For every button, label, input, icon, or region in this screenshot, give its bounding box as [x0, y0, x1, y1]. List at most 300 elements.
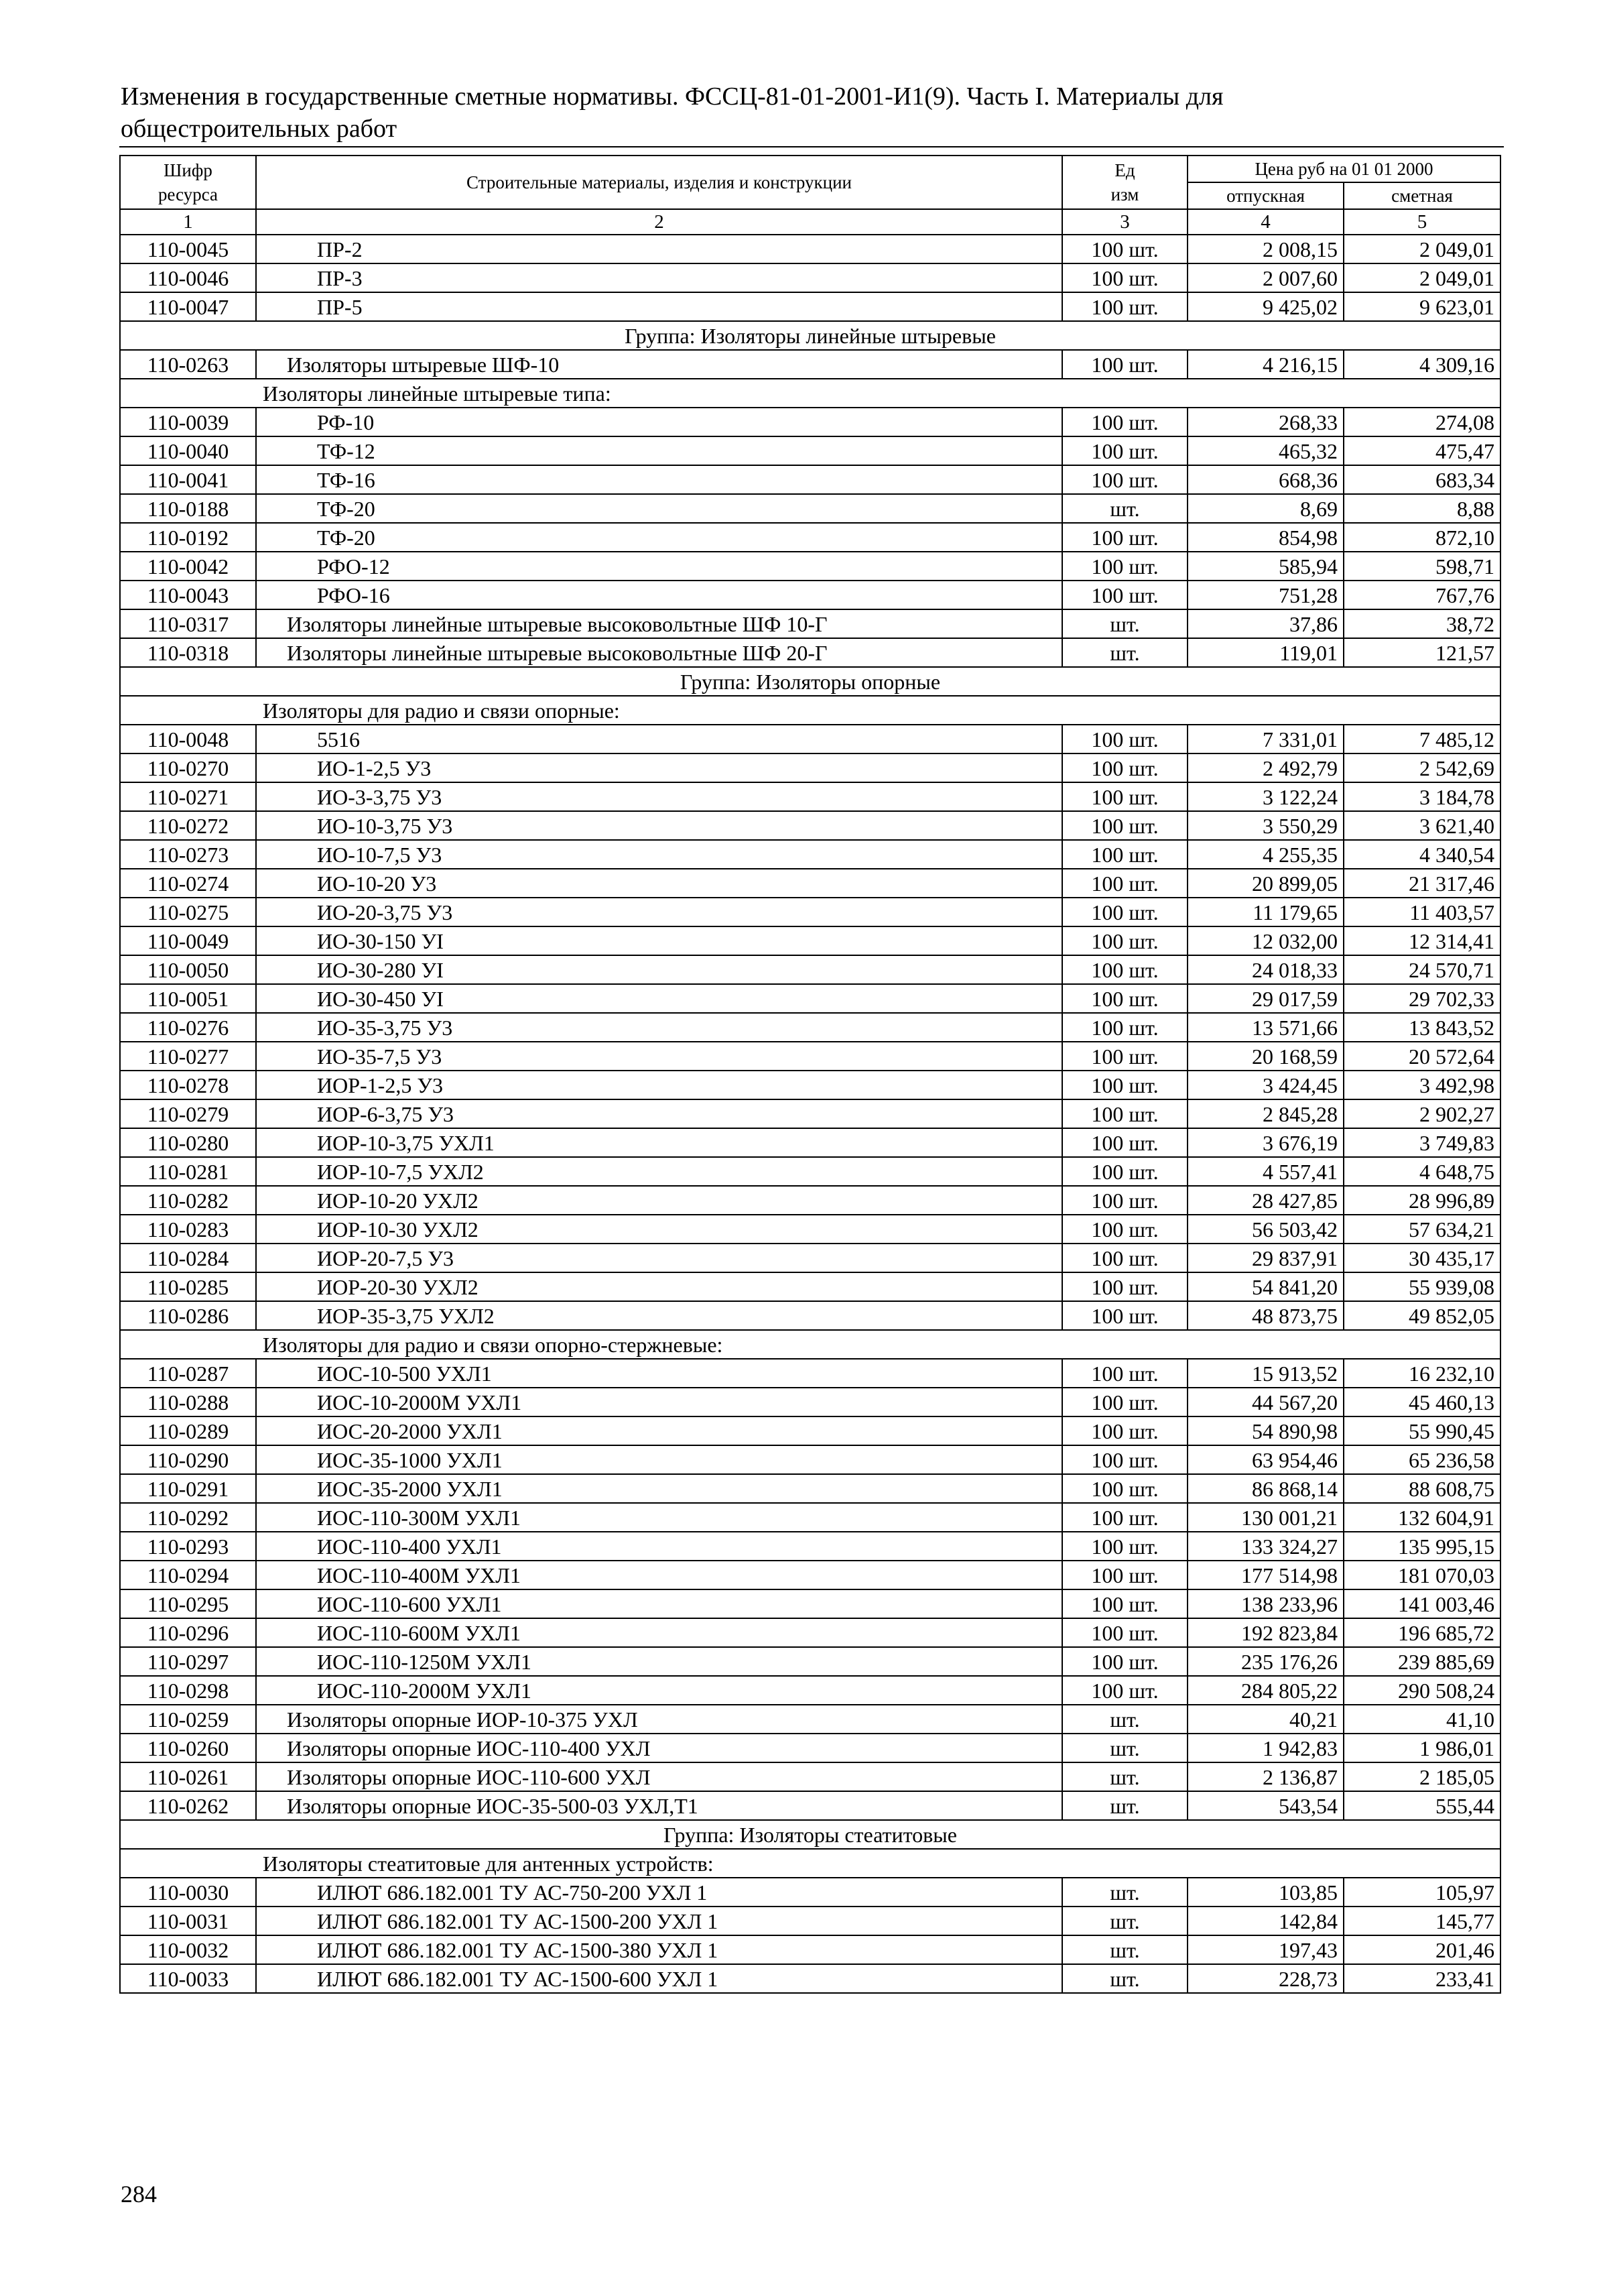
unit-cell: 100 шт. — [1062, 1474, 1188, 1503]
table-row — [120, 1618, 1500, 1647]
material-name-cell: 5516 — [256, 725, 1062, 753]
release-price-cell: 3 122,24 — [1188, 782, 1344, 811]
resource-code-cell: 110-0317 — [120, 609, 256, 638]
material-name-cell: ИО-30-280 УI — [256, 955, 1062, 984]
resource-code-cell: 110-0048 — [120, 725, 256, 753]
material-name-cell: ПР-3 — [256, 263, 1062, 292]
estimate-price-cell: 11 403,57 — [1344, 898, 1500, 926]
estimate-price-cell: 683,34 — [1344, 465, 1500, 494]
table-row — [120, 811, 1500, 840]
material-name-cell: ИОР-20-7,5 У3 — [256, 1244, 1062, 1272]
table-row — [120, 1388, 1500, 1416]
table-row — [120, 1244, 1500, 1272]
unit-cell: 100 шт. — [1062, 753, 1188, 782]
resource-code-cell: 110-0271 — [120, 782, 256, 811]
group-heading-row — [120, 321, 1500, 350]
unit-cell: 100 шт. — [1062, 898, 1188, 926]
material-name-cell: ИО-30-150 УI — [256, 926, 1062, 955]
table-row — [120, 1445, 1500, 1474]
table-row — [120, 869, 1500, 898]
resource-code-cell: 110-0285 — [120, 1272, 256, 1301]
release-price-cell: 29 837,91 — [1188, 1244, 1344, 1272]
material-name-cell: ИОС-110-400М УХЛ1 — [256, 1561, 1062, 1589]
unit-cell: 100 шт. — [1062, 1561, 1188, 1589]
material-name-cell: ИЛЮТ 686.182.001 ТУ АС-1500-600 УХЛ 1 — [256, 1964, 1062, 1993]
unit-cell: 100 шт. — [1062, 1099, 1188, 1128]
unit-cell: 100 шт. — [1062, 725, 1188, 753]
estimate-price-cell: 9 623,01 — [1344, 292, 1500, 321]
table-row — [120, 926, 1500, 955]
unit-cell: шт. — [1062, 494, 1188, 523]
unit-cell: шт. — [1062, 1935, 1188, 1964]
release-price-cell: 1 942,83 — [1188, 1734, 1344, 1762]
resource-code-cell: 110-0279 — [120, 1099, 256, 1128]
estimate-price-cell: 2 542,69 — [1344, 753, 1500, 782]
unit-cell: 100 шт. — [1062, 869, 1188, 898]
estimate-price-cell: 30 435,17 — [1344, 1244, 1500, 1272]
release-price-cell: 20 168,59 — [1188, 1042, 1344, 1071]
table-row — [120, 1589, 1500, 1618]
resource-code-cell: 110-0276 — [120, 1013, 256, 1042]
resource-code-cell: 110-0291 — [120, 1474, 256, 1503]
unit-cell: 100 шт. — [1062, 1186, 1188, 1215]
subgroup-heading: Изоляторы для радио и связи опорные: — [120, 696, 1500, 725]
column-header-name: Строительные материалы, изделия и конструкции — [256, 156, 1062, 209]
material-name-cell: ИЛЮТ 686.182.001 ТУ АС-1500-200 УХЛ 1 — [256, 1907, 1062, 1935]
group-heading: Группа: Изоляторы линейные штыревые — [120, 321, 1500, 350]
release-price-cell: 2 007,60 — [1188, 263, 1344, 292]
material-name-cell: ТФ-20 — [256, 523, 1062, 552]
release-price-cell: 20 899,05 — [1188, 869, 1344, 898]
material-name-cell: ИО-35-3,75 У3 — [256, 1013, 1062, 1042]
header-line-1: Изменения в государственные сметные нормативы. ФССЦ-81-01-2001-И1(9). Часть I. Материалы для — [121, 82, 1224, 111]
unit-cell: 100 шт. — [1062, 1416, 1188, 1445]
material-name-cell: Изоляторы опорные ИОС-35-500-03 УХЛ,Т1 — [256, 1791, 1062, 1820]
unit-cell: 100 шт. — [1062, 581, 1188, 609]
table-row — [120, 1561, 1500, 1589]
material-name-cell: ИОС-35-1000 УХЛ1 — [256, 1445, 1062, 1474]
unit-cell: 100 шт. — [1062, 1215, 1188, 1244]
table-row — [120, 1301, 1500, 1330]
resource-code-cell: 110-0292 — [120, 1503, 256, 1532]
material-name-cell: РФО-16 — [256, 581, 1062, 609]
estimate-price-cell: 121,57 — [1344, 638, 1500, 667]
resource-code-cell: 110-0049 — [120, 926, 256, 955]
table-row — [120, 1791, 1500, 1820]
unit-cell: 100 шт. — [1062, 1532, 1188, 1561]
release-price-cell: 7 331,01 — [1188, 725, 1344, 753]
table-row — [120, 436, 1500, 465]
subgroup-heading: Изоляторы стеатитовые для антенных устройств: — [120, 1849, 1500, 1878]
resource-code-cell: 110-0033 — [120, 1964, 256, 1993]
column-header-code — [120, 156, 256, 209]
estimate-price-cell: 1 986,01 — [1344, 1734, 1500, 1762]
material-name-cell: ИОР-1-2,5 У3 — [256, 1071, 1062, 1099]
resource-code-cell: 110-0290 — [120, 1445, 256, 1474]
table-body — [120, 235, 1500, 1993]
estimate-price-cell: 4 648,75 — [1344, 1157, 1500, 1186]
resource-code-cell: 110-0272 — [120, 811, 256, 840]
release-price-cell: 2 492,79 — [1188, 753, 1344, 782]
release-price-cell: 668,36 — [1188, 465, 1344, 494]
estimate-price-cell: 55 990,45 — [1344, 1416, 1500, 1445]
material-name-cell: ИОР-35-3,75 УХЛ2 — [256, 1301, 1062, 1330]
estimate-price-cell: 132 604,91 — [1344, 1503, 1500, 1532]
column-number: 2 — [256, 209, 1062, 235]
material-name-cell: Изоляторы линейные штыревые высоковольтные ШФ 10-Г — [256, 609, 1062, 638]
unit-cell: 100 шт. — [1062, 1618, 1188, 1647]
unit-cell: шт. — [1062, 1762, 1188, 1791]
estimate-price-cell: 555,44 — [1344, 1791, 1500, 1820]
resource-code-cell: 110-0280 — [120, 1128, 256, 1157]
release-price-cell: 40,21 — [1188, 1705, 1344, 1734]
estimate-price-cell: 55 939,08 — [1344, 1272, 1500, 1301]
subgroup-heading-row — [120, 696, 1500, 725]
estimate-price-cell: 12 314,41 — [1344, 926, 1500, 955]
estimate-price-cell: 88 608,75 — [1344, 1474, 1500, 1503]
table-row — [120, 552, 1500, 581]
release-price-cell: 235 176,26 — [1188, 1647, 1344, 1676]
estimate-price-cell: 20 572,64 — [1344, 1042, 1500, 1071]
resource-code-cell: 110-0040 — [120, 436, 256, 465]
material-name-cell: ТФ-16 — [256, 465, 1062, 494]
table-row — [120, 1907, 1500, 1935]
resource-code-cell: 110-0283 — [120, 1215, 256, 1244]
estimate-price-cell: 872,10 — [1344, 523, 1500, 552]
resource-code-cell: 110-0041 — [120, 465, 256, 494]
release-price-cell: 177 514,98 — [1188, 1561, 1344, 1589]
material-name-cell: ИОС-110-300М УХЛ1 — [256, 1503, 1062, 1532]
release-price-cell: 15 913,52 — [1188, 1359, 1344, 1388]
material-name-cell: ТФ-20 — [256, 494, 1062, 523]
table-row — [120, 1359, 1500, 1388]
material-name-cell: Изоляторы линейные штыревые высоковольтные ШФ 20-Г — [256, 638, 1062, 667]
release-price-cell: 2 136,87 — [1188, 1762, 1344, 1791]
unit-cell: 100 шт. — [1062, 955, 1188, 984]
table-row — [120, 523, 1500, 552]
unit-cell: 100 шт. — [1062, 840, 1188, 869]
resource-code-cell: 110-0051 — [120, 984, 256, 1013]
table-row — [120, 581, 1500, 609]
column-header-price: Цена руб на 01 01 2000 — [1188, 156, 1500, 182]
resource-code-cell: 110-0050 — [120, 955, 256, 984]
estimate-price-cell: 145,77 — [1344, 1907, 1500, 1935]
material-name-cell: ИО-10-20 У3 — [256, 869, 1062, 898]
release-price-cell: 130 001,21 — [1188, 1503, 1344, 1532]
estimate-price-cell: 8,88 — [1344, 494, 1500, 523]
unit-cell: шт. — [1062, 1734, 1188, 1762]
resource-code-cell: 110-0031 — [120, 1907, 256, 1935]
unit-cell: 100 шт. — [1062, 408, 1188, 436]
estimate-price-cell: 105,97 — [1344, 1878, 1500, 1907]
release-price-cell: 751,28 — [1188, 581, 1344, 609]
material-name-cell: РФО-12 — [256, 552, 1062, 581]
material-name-cell: Изоляторы опорные ИОС-110-600 УХЛ — [256, 1762, 1062, 1791]
column-header-release: отпускная — [1188, 182, 1344, 209]
column-header-code-line1: Шифр — [164, 160, 212, 180]
unit-cell: шт. — [1062, 638, 1188, 667]
release-price-cell: 3 550,29 — [1188, 811, 1344, 840]
material-name-cell: ПР-5 — [256, 292, 1062, 321]
unit-cell: 100 шт. — [1062, 1647, 1188, 1676]
resource-code-cell: 110-0262 — [120, 1791, 256, 1820]
release-price-cell: 2 845,28 — [1188, 1099, 1344, 1128]
table-row — [120, 898, 1500, 926]
table-row — [120, 1647, 1500, 1676]
release-price-cell: 12 032,00 — [1188, 926, 1344, 955]
estimate-price-cell: 57 634,21 — [1344, 1215, 1500, 1244]
material-name-cell: ИО-30-450 УI — [256, 984, 1062, 1013]
material-name-cell: ИО-20-3,75 У3 — [256, 898, 1062, 926]
resource-code-cell: 110-0282 — [120, 1186, 256, 1215]
resource-code-cell: 110-0296 — [120, 1618, 256, 1647]
resource-code-cell: 110-0259 — [120, 1705, 256, 1734]
release-price-cell: 465,32 — [1188, 436, 1344, 465]
table-row — [120, 1532, 1500, 1561]
material-name-cell: ИО-10-3,75 У3 — [256, 811, 1062, 840]
column-number-row — [120, 209, 1500, 235]
estimate-price-cell: 21 317,46 — [1344, 869, 1500, 898]
column-header-estimate: сметная — [1344, 182, 1500, 209]
resource-code-cell: 110-0295 — [120, 1589, 256, 1618]
resource-code-cell: 110-0045 — [120, 235, 256, 263]
unit-cell: шт. — [1062, 1907, 1188, 1935]
material-name-cell: РФ-10 — [256, 408, 1062, 436]
unit-cell: 100 шт. — [1062, 1244, 1188, 1272]
table-row — [120, 1503, 1500, 1532]
table-row — [120, 638, 1500, 667]
subgroup-heading: Изоляторы линейные штыревые типа: — [120, 379, 1500, 408]
release-price-cell: 585,94 — [1188, 552, 1344, 581]
estimate-price-cell: 3 492,98 — [1344, 1071, 1500, 1099]
table-row — [120, 1215, 1500, 1244]
unit-cell: шт. — [1062, 609, 1188, 638]
table-row — [120, 1734, 1500, 1762]
estimate-price-cell: 141 003,46 — [1344, 1589, 1500, 1618]
unit-cell: шт. — [1062, 1878, 1188, 1907]
header-rule — [119, 146, 1504, 147]
table-row — [120, 235, 1500, 263]
table-row — [120, 1705, 1500, 1734]
release-price-cell: 13 571,66 — [1188, 1013, 1344, 1042]
table-row — [120, 725, 1500, 753]
release-price-cell: 138 233,96 — [1188, 1589, 1344, 1618]
table-row — [120, 1935, 1500, 1964]
subgroup-heading-row — [120, 379, 1500, 408]
resource-code-cell: 110-0039 — [120, 408, 256, 436]
resource-code-cell: 110-0293 — [120, 1532, 256, 1561]
estimate-price-cell: 28 996,89 — [1344, 1186, 1500, 1215]
table-row — [120, 1042, 1500, 1071]
resource-code-cell: 110-0274 — [120, 869, 256, 898]
unit-cell: 100 шт. — [1062, 1589, 1188, 1618]
release-price-cell: 8,69 — [1188, 494, 1344, 523]
estimate-price-cell: 233,41 — [1344, 1964, 1500, 1993]
unit-cell: шт. — [1062, 1791, 1188, 1820]
material-name-cell: ИОС-110-2000М УХЛ1 — [256, 1676, 1062, 1705]
release-price-cell: 543,54 — [1188, 1791, 1344, 1820]
material-name-cell: ИОС-10-500 УХЛ1 — [256, 1359, 1062, 1388]
estimate-price-cell: 2 902,27 — [1344, 1099, 1500, 1128]
unit-cell: 100 шт. — [1062, 465, 1188, 494]
estimate-price-cell: 290 508,24 — [1344, 1676, 1500, 1705]
material-name-cell: ИОР-10-20 УХЛ2 — [256, 1186, 1062, 1215]
unit-cell: 100 шт. — [1062, 1157, 1188, 1186]
column-number: 5 — [1344, 209, 1500, 235]
estimate-price-cell: 475,47 — [1344, 436, 1500, 465]
unit-cell: шт. — [1062, 1705, 1188, 1734]
table-row — [120, 840, 1500, 869]
column-header-unit-line2: изм — [1110, 184, 1139, 204]
column-header-unit — [1062, 156, 1188, 209]
subgroup-heading: Изоляторы для радио и связи опорно-стержневые: — [120, 1330, 1500, 1359]
price-table — [119, 155, 1501, 1994]
release-price-cell: 54 841,20 — [1188, 1272, 1344, 1301]
resource-code-cell: 110-0043 — [120, 581, 256, 609]
material-name-cell: Изоляторы опорные ИОС-110-400 УХЛ — [256, 1734, 1062, 1762]
estimate-price-cell: 16 232,10 — [1344, 1359, 1500, 1388]
unit-cell: 100 шт. — [1062, 1128, 1188, 1157]
unit-cell: 100 шт. — [1062, 1359, 1188, 1388]
material-name-cell: ИОС-20-2000 УХЛ1 — [256, 1416, 1062, 1445]
release-price-cell: 4 216,15 — [1188, 350, 1344, 379]
unit-cell: 100 шт. — [1062, 811, 1188, 840]
unit-cell: 100 шт. — [1062, 1388, 1188, 1416]
column-number: 4 — [1188, 209, 1344, 235]
resource-code-cell: 110-0032 — [120, 1935, 256, 1964]
table-row — [120, 1013, 1500, 1042]
table-row — [120, 350, 1500, 379]
estimate-price-cell: 29 702,33 — [1344, 984, 1500, 1013]
unit-cell: 100 шт. — [1062, 1272, 1188, 1301]
release-price-cell: 54 890,98 — [1188, 1416, 1344, 1445]
estimate-price-cell: 181 070,03 — [1344, 1561, 1500, 1589]
estimate-price-cell: 4 309,16 — [1344, 350, 1500, 379]
estimate-price-cell: 201,46 — [1344, 1935, 1500, 1964]
material-name-cell: ИОС-110-1250М УХЛ1 — [256, 1647, 1062, 1676]
resource-code-cell: 110-0263 — [120, 350, 256, 379]
unit-cell: 100 шт. — [1062, 350, 1188, 379]
resource-code-cell: 110-0047 — [120, 292, 256, 321]
release-price-cell: 11 179,65 — [1188, 898, 1344, 926]
table-row — [120, 782, 1500, 811]
resource-code-cell: 110-0046 — [120, 263, 256, 292]
release-price-cell: 3 424,45 — [1188, 1071, 1344, 1099]
unit-cell: 100 шт. — [1062, 1071, 1188, 1099]
release-price-cell: 29 017,59 — [1188, 984, 1344, 1013]
release-price-cell: 197,43 — [1188, 1935, 1344, 1964]
resource-code-cell: 110-0288 — [120, 1388, 256, 1416]
material-name-cell: ИОР-10-3,75 УХЛ1 — [256, 1128, 1062, 1157]
estimate-price-cell: 598,71 — [1344, 552, 1500, 581]
estimate-price-cell: 3 749,83 — [1344, 1128, 1500, 1157]
table-row — [120, 1157, 1500, 1186]
material-name-cell: ИОР-10-30 УХЛ2 — [256, 1215, 1062, 1244]
estimate-price-cell: 65 236,58 — [1344, 1445, 1500, 1474]
release-price-cell: 284 805,22 — [1188, 1676, 1344, 1705]
release-price-cell: 133 324,27 — [1188, 1532, 1344, 1561]
group-heading-row — [120, 1820, 1500, 1849]
resource-code-cell: 110-0270 — [120, 753, 256, 782]
table-row — [120, 1186, 1500, 1215]
release-price-cell: 4 557,41 — [1188, 1157, 1344, 1186]
material-name-cell: ИОС-110-400 УХЛ1 — [256, 1532, 1062, 1561]
release-price-cell: 63 954,46 — [1188, 1445, 1344, 1474]
resource-code-cell: 110-0294 — [120, 1561, 256, 1589]
table-row — [120, 1272, 1500, 1301]
resource-code-cell: 110-0188 — [120, 494, 256, 523]
estimate-price-cell: 7 485,12 — [1344, 725, 1500, 753]
material-name-cell: ИЛЮТ 686.182.001 ТУ АС-1500-380 УХЛ 1 — [256, 1935, 1062, 1964]
release-price-cell: 56 503,42 — [1188, 1215, 1344, 1244]
estimate-price-cell: 2 049,01 — [1344, 263, 1500, 292]
unit-cell: 100 шт. — [1062, 292, 1188, 321]
table-row — [120, 753, 1500, 782]
unit-cell: 100 шт. — [1062, 1503, 1188, 1532]
resource-code-cell: 110-0030 — [120, 1878, 256, 1907]
release-price-cell: 854,98 — [1188, 523, 1344, 552]
unit-cell: 100 шт. — [1062, 1013, 1188, 1042]
release-price-cell: 142,84 — [1188, 1907, 1344, 1935]
estimate-price-cell: 767,76 — [1344, 581, 1500, 609]
release-price-cell: 119,01 — [1188, 638, 1344, 667]
resource-code-cell: 110-0281 — [120, 1157, 256, 1186]
subgroup-heading-row — [120, 1849, 1500, 1878]
release-price-cell: 103,85 — [1188, 1878, 1344, 1907]
material-name-cell: ИОС-10-2000М УХЛ1 — [256, 1388, 1062, 1416]
unit-cell: 100 шт. — [1062, 436, 1188, 465]
estimate-price-cell: 196 685,72 — [1344, 1618, 1500, 1647]
resource-code-cell: 110-0318 — [120, 638, 256, 667]
estimate-price-cell: 4 340,54 — [1344, 840, 1500, 869]
estimate-price-cell: 13 843,52 — [1344, 1013, 1500, 1042]
table-row — [120, 1474, 1500, 1503]
resource-code-cell: 110-0297 — [120, 1647, 256, 1676]
release-price-cell: 9 425,02 — [1188, 292, 1344, 321]
release-price-cell: 228,73 — [1188, 1964, 1344, 1993]
table-row — [120, 1099, 1500, 1128]
unit-cell: 100 шт. — [1062, 1445, 1188, 1474]
unit-cell: 100 шт. — [1062, 1042, 1188, 1071]
release-price-cell: 37,86 — [1188, 609, 1344, 638]
estimate-price-cell: 2 185,05 — [1344, 1762, 1500, 1791]
estimate-price-cell: 24 570,71 — [1344, 955, 1500, 984]
resource-code-cell: 110-0192 — [120, 523, 256, 552]
estimate-price-cell: 45 460,13 — [1344, 1388, 1500, 1416]
table-row — [120, 408, 1500, 436]
column-header-unit-line1: Ед — [1114, 160, 1135, 180]
estimate-price-cell: 3 184,78 — [1344, 782, 1500, 811]
unit-cell: 100 шт. — [1062, 1676, 1188, 1705]
table-row — [120, 494, 1500, 523]
release-price-cell: 3 676,19 — [1188, 1128, 1344, 1157]
page-header — [121, 80, 1501, 145]
table-row — [120, 609, 1500, 638]
table-row — [120, 1964, 1500, 1993]
unit-cell: 100 шт. — [1062, 1301, 1188, 1330]
release-price-cell: 4 255,35 — [1188, 840, 1344, 869]
unit-cell: 100 шт. — [1062, 235, 1188, 263]
resource-code-cell: 110-0284 — [120, 1244, 256, 1272]
estimate-price-cell: 274,08 — [1344, 408, 1500, 436]
resource-code-cell: 110-0275 — [120, 898, 256, 926]
table-row — [120, 1676, 1500, 1705]
estimate-price-cell: 41,10 — [1344, 1705, 1500, 1734]
table-row — [120, 465, 1500, 494]
page-number: 284 — [121, 2181, 157, 2208]
material-name-cell: ИЛЮТ 686.182.001 ТУ АС-750-200 УХЛ 1 — [256, 1878, 1062, 1907]
unit-cell: 100 шт. — [1062, 926, 1188, 955]
